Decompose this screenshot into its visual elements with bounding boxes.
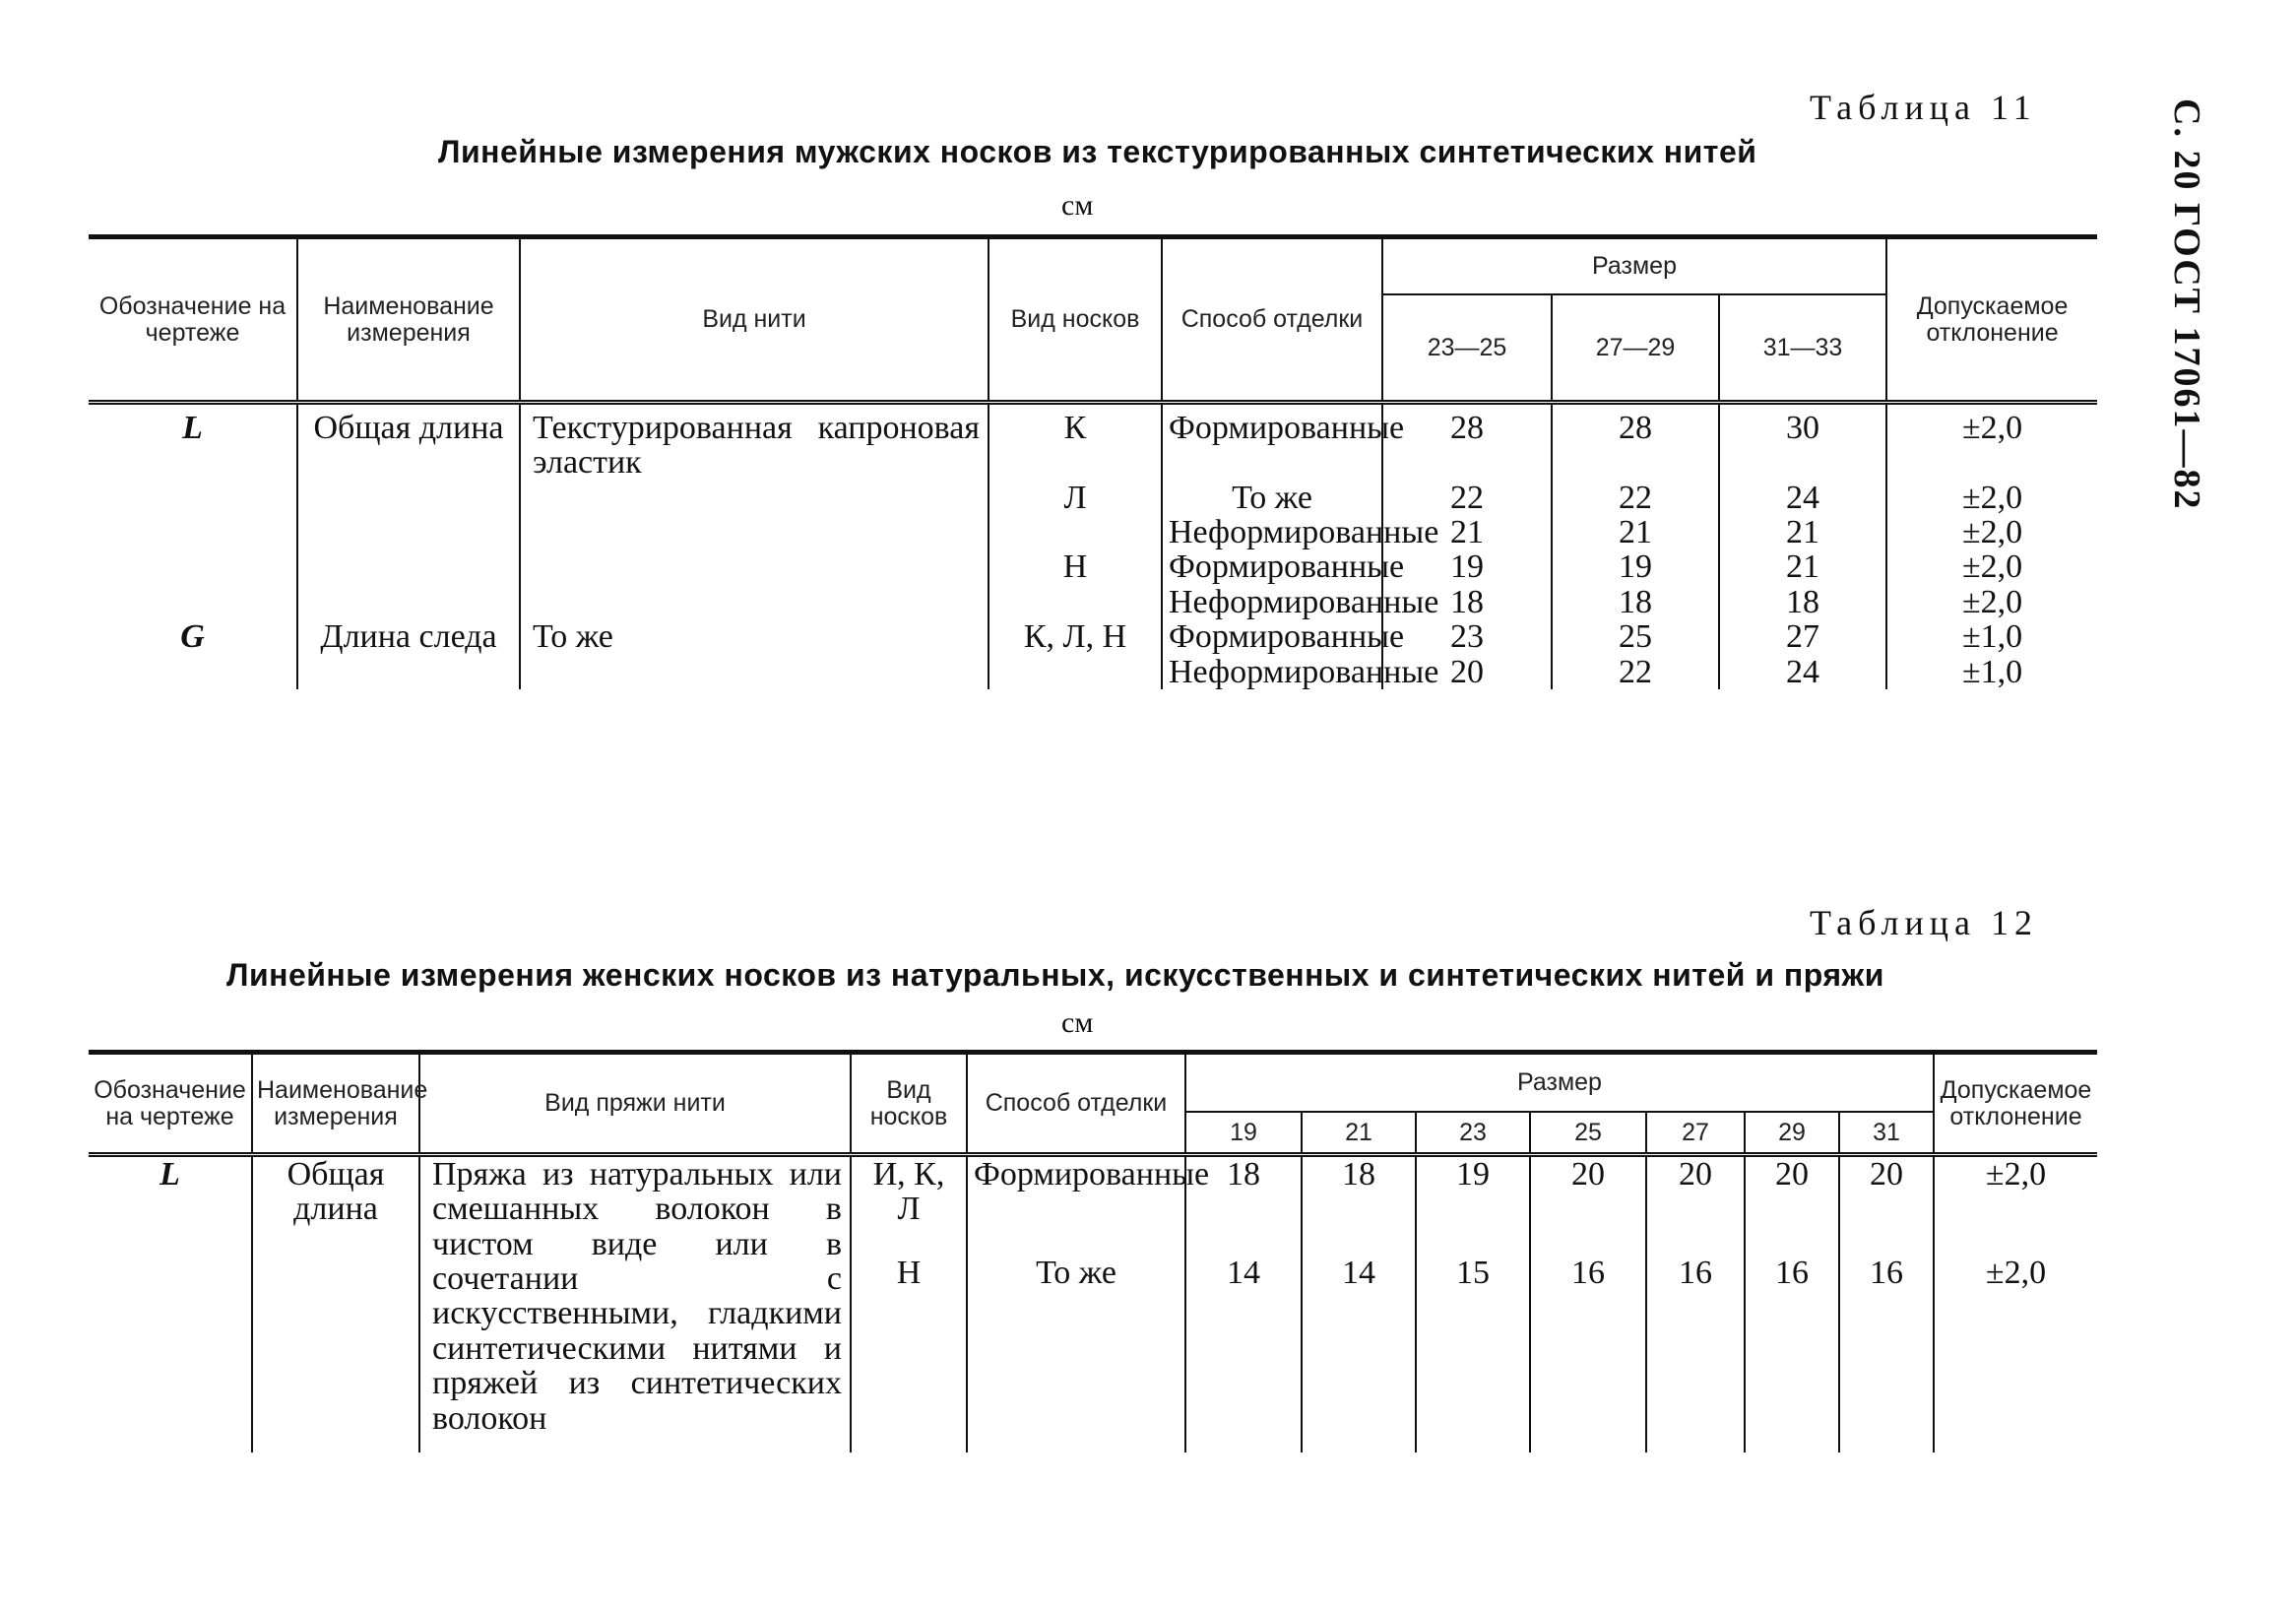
value-cell: 19: [1552, 549, 1719, 584]
running-header: [2161, 98, 2220, 512]
header-size-5: 27: [1646, 1112, 1745, 1155]
value-cell: 14: [1302, 1256, 1416, 1452]
header-yarn-type: Вид пряжи нити: [419, 1053, 851, 1155]
value-cell: 28: [1382, 411, 1552, 481]
header-sock-type: Вид носков: [851, 1053, 967, 1155]
value-cell: 15: [1416, 1256, 1530, 1452]
value-cell: 21: [1382, 515, 1552, 549]
finish-cell: Формированные: [1162, 549, 1382, 584]
table-11-title: Линейные измерения мужских носков из текстурированных синтетических нитей: [438, 134, 1757, 169]
header-size-3: 31—33: [1719, 294, 1886, 403]
header-finish: Способ отделки: [967, 1053, 1185, 1155]
table-12-unit: см: [1061, 1006, 1094, 1039]
sock-type-cell: Л: [989, 481, 1162, 515]
header-size-6: 29: [1745, 1112, 1839, 1155]
tolerance-cell: ±2,0: [1934, 1256, 2097, 1452]
table-11: [89, 234, 2097, 689]
measure-name-cell: [297, 585, 520, 619]
sock-type-cell: К, Л, Н: [989, 619, 1162, 654]
header-tolerance: Допускаемое отклонение: [1934, 1053, 2097, 1155]
thread-type-cell: То же: [520, 619, 989, 654]
table-row: [89, 619, 2097, 654]
finish-cell: То же: [967, 1256, 1185, 1452]
designation-cell: [89, 515, 297, 549]
measure-name-cell: Длина следа: [297, 619, 520, 654]
thread-type-cell: [520, 585, 989, 619]
designation-cell: [89, 655, 297, 689]
header-size-2: 27—29: [1552, 294, 1719, 403]
value-cell: 20: [1646, 1155, 1745, 1257]
tolerance-cell: ±2,0: [1886, 549, 2097, 584]
measure-name-cell: [297, 481, 520, 515]
table-row: [89, 481, 2097, 515]
header-size-1: 23—25: [1382, 294, 1552, 403]
value-cell: 22: [1382, 481, 1552, 515]
sock-type-cell: [989, 655, 1162, 689]
value-cell: 27: [1719, 619, 1886, 654]
measure-name-cell: [297, 549, 520, 584]
thread-type-cell: [520, 481, 989, 515]
value-cell: 20: [1382, 655, 1552, 689]
sock-type-cell: [989, 515, 1162, 549]
value-cell: 23: [1382, 619, 1552, 654]
tolerance-cell: ±1,0: [1886, 619, 2097, 654]
header-size-4: 25: [1530, 1112, 1646, 1155]
designation-cell: [89, 585, 297, 619]
header-measure-name: Наименование измерения: [297, 237, 520, 403]
table-row: [89, 411, 2097, 481]
header-size-3: 23: [1416, 1112, 1530, 1155]
running-header-text: С. 20 ГОСТ 17061—82: [2166, 98, 2207, 511]
header-designation: Обозначение на чертеже: [89, 237, 297, 403]
tolerance-cell: ±1,0: [1886, 655, 2097, 689]
table-11-unit: см: [1061, 189, 1094, 222]
designation-cell: L: [89, 411, 297, 481]
value-cell: 19: [1382, 549, 1552, 584]
value-cell: 18: [1185, 1155, 1302, 1257]
sock-type-cell: К: [989, 411, 1162, 481]
table-row: [89, 549, 2097, 584]
sock-type-cell: Н: [989, 549, 1162, 584]
measure-name-cell: [297, 655, 520, 689]
value-cell: 14: [1185, 1256, 1302, 1452]
table-row: [89, 1155, 2097, 1257]
thread-type-cell: [520, 515, 989, 549]
header-thread-type: Вид нити: [520, 237, 989, 403]
value-cell: 22: [1552, 655, 1719, 689]
header-designation: Обозначение на чертеже: [89, 1053, 252, 1155]
header-size-2: 21: [1302, 1112, 1416, 1155]
sock-type-cell: [989, 585, 1162, 619]
designation-cell: [89, 481, 297, 515]
value-cell: 21: [1719, 515, 1886, 549]
value-cell: 21: [1719, 549, 1886, 584]
designation-cell: L: [89, 1155, 252, 1453]
measure-name-cell: [297, 515, 520, 549]
table-row: [89, 585, 2097, 619]
header-size-7: 31: [1839, 1112, 1934, 1155]
value-cell: 21: [1552, 515, 1719, 549]
finish-cell: Формированные: [967, 1155, 1185, 1257]
table-row: [89, 655, 2097, 689]
value-cell: 20: [1530, 1155, 1646, 1257]
value-cell: 18: [1382, 585, 1552, 619]
header-size-1: 19: [1185, 1112, 1302, 1155]
header-measure-name: Наименование измерения: [252, 1053, 419, 1155]
value-cell: 18: [1552, 585, 1719, 619]
value-cell: 16: [1530, 1256, 1646, 1452]
table-12: [89, 1050, 2097, 1452]
tolerance-cell: ±2,0: [1886, 585, 2097, 619]
sock-type-cell: Н: [851, 1256, 967, 1452]
tolerance-cell: ±2,0: [1886, 515, 2097, 549]
header-size: Размер: [1382, 237, 1886, 294]
header-size: Размер: [1185, 1053, 1934, 1112]
tolerance-cell: ±2,0: [1886, 481, 2097, 515]
value-cell: 24: [1719, 655, 1886, 689]
thread-type-cell: Текстурированная капроновая эластик: [520, 411, 989, 481]
header-tolerance: Допускаемое отклонение: [1886, 237, 2097, 403]
value-cell: 18: [1719, 585, 1886, 619]
value-cell: 19: [1416, 1155, 1530, 1257]
finish-cell: То же: [1162, 481, 1382, 515]
tolerance-cell: ±2,0: [1886, 411, 2097, 481]
measure-name-cell: Общая длина: [252, 1155, 419, 1453]
value-cell: 18: [1302, 1155, 1416, 1257]
table-11-number: Таблица 11: [1810, 88, 2037, 127]
value-cell: 25: [1552, 619, 1719, 654]
table-12-number: Таблица 12: [1810, 903, 2038, 942]
value-cell: 28: [1552, 411, 1719, 481]
yarn-type-cell: Пряжа из натуральных или смешанных волокон в чистом виде или в сочетании с искусственными, гладкими синтетическими нитями и пряжей из синтетических волокон: [419, 1155, 851, 1453]
header-sock-type: Вид носков: [989, 237, 1162, 403]
finish-cell: Формированные: [1162, 411, 1382, 481]
value-cell: 20: [1839, 1155, 1934, 1257]
value-cell: 20: [1745, 1155, 1839, 1257]
finish-cell: Неформированные: [1162, 515, 1382, 549]
designation-cell: G: [89, 619, 297, 654]
thread-type-cell: [520, 549, 989, 584]
measure-name-cell: Общая длина: [297, 411, 520, 481]
designation-cell: [89, 549, 297, 584]
table-row: [89, 515, 2097, 549]
sock-type-cell: И, К, Л: [851, 1155, 967, 1257]
finish-cell: Неформированные: [1162, 585, 1382, 619]
thread-type-cell: [520, 655, 989, 689]
table-12-title: Линейные измерения женских носков из натуральных, искусственных и синтетических нитей и пряжи: [226, 957, 1884, 993]
value-cell: 16: [1745, 1256, 1839, 1452]
value-cell: 16: [1839, 1256, 1934, 1452]
value-cell: 24: [1719, 481, 1886, 515]
finish-cell: Неформированные: [1162, 655, 1382, 689]
value-cell: 30: [1719, 411, 1886, 481]
value-cell: 22: [1552, 481, 1719, 515]
tolerance-cell: ±2,0: [1934, 1155, 2097, 1257]
header-finish: Способ отделки: [1162, 237, 1382, 403]
finish-cell: Формированные: [1162, 619, 1382, 654]
value-cell: 16: [1646, 1256, 1745, 1452]
